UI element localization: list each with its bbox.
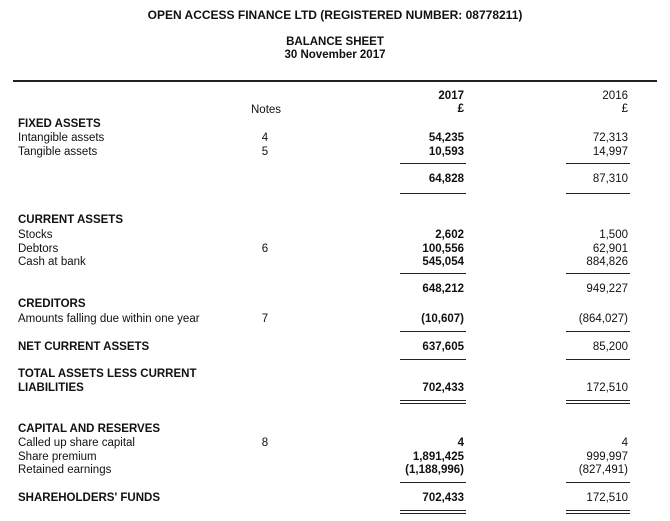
row-value-2016: 72,313 bbox=[592, 132, 628, 144]
row-value-2016: 999,997 bbox=[586, 451, 628, 463]
col-2016-currency: £ bbox=[621, 103, 628, 115]
col-2017-header: 2017 bbox=[438, 90, 464, 102]
row-label: LIABILITIES bbox=[18, 382, 84, 394]
subtotal-rule bbox=[400, 163, 466, 164]
row-label: Debtors bbox=[18, 243, 59, 255]
row-label: Share premium bbox=[18, 451, 97, 463]
company-heading: OPEN ACCESS FINANCE LTD (REGISTERED NUMBER: 08778211) bbox=[147, 8, 523, 22]
row-label: SHAREHOLDERS' FUNDS bbox=[18, 492, 161, 504]
subtotal-rule bbox=[566, 359, 630, 360]
row-label: Retained earnings bbox=[18, 464, 112, 476]
row-note: 4 bbox=[261, 132, 269, 144]
row-note: 6 bbox=[261, 243, 269, 255]
row-value-2017: 702,433 bbox=[422, 492, 464, 504]
fixed-assets-total-2016: 87,310 bbox=[592, 173, 628, 185]
row-label: NET CURRENT ASSETS bbox=[18, 341, 150, 353]
current-assets-total-2017: 648,212 bbox=[422, 283, 464, 295]
col-notes-header: Notes bbox=[251, 104, 282, 116]
subtotal-rule bbox=[566, 482, 630, 483]
col-2016-header: 2016 bbox=[602, 90, 628, 102]
row-note: 5 bbox=[261, 146, 269, 158]
row-label: Tangible assets bbox=[18, 146, 98, 158]
row-value-2016: 172,510 bbox=[586, 382, 628, 394]
row-value-2016: 62,901 bbox=[592, 243, 628, 255]
row-value-2017: 10,593 bbox=[428, 146, 464, 158]
row-value-2017: (10,607) bbox=[421, 313, 464, 325]
double-rule bbox=[566, 513, 630, 514]
subtotal-rule bbox=[566, 273, 630, 274]
subtotal-rule bbox=[566, 163, 630, 164]
row-value-2017: (1,188,996) bbox=[405, 464, 464, 476]
double-rule bbox=[400, 400, 466, 401]
current-assets-heading: CURRENT ASSETS bbox=[18, 214, 123, 226]
row-value-2016: 14,997 bbox=[592, 146, 628, 158]
creditors-heading: CREDITORS bbox=[18, 298, 86, 310]
double-rule bbox=[400, 513, 466, 514]
sheet-date: 30 November 2017 bbox=[284, 49, 386, 61]
row-label: Cash at bank bbox=[18, 256, 86, 268]
col-2017-currency: £ bbox=[457, 103, 464, 115]
subtotal-rule bbox=[400, 273, 466, 274]
double-rule bbox=[566, 510, 630, 511]
row-value-2017: 1,891,425 bbox=[412, 451, 464, 463]
row-value-2016: 85,200 bbox=[592, 341, 628, 353]
row-value-2017: 100,556 bbox=[422, 243, 464, 255]
row-value-2016: 1,500 bbox=[599, 229, 628, 241]
row-value-2017: 702,433 bbox=[422, 382, 464, 394]
fixed-assets-total-2017: 64,828 bbox=[428, 173, 464, 185]
row-value-2016: 4 bbox=[621, 437, 628, 449]
double-rule bbox=[400, 403, 466, 404]
row-label: Amounts falling due within one year bbox=[18, 313, 200, 325]
row-value-2016: 172,510 bbox=[586, 492, 628, 504]
double-rule bbox=[566, 403, 630, 404]
row-value-2017: 545,054 bbox=[422, 256, 464, 268]
row-value-2016: (827,491) bbox=[578, 464, 628, 476]
row-label: TOTAL ASSETS LESS CURRENT bbox=[18, 368, 197, 380]
row-label: Stocks bbox=[18, 229, 53, 241]
row-value-2017: 2,602 bbox=[435, 229, 464, 241]
double-rule bbox=[566, 400, 630, 401]
total-rule bbox=[566, 193, 630, 194]
subtotal-rule bbox=[566, 331, 630, 332]
row-label: Intangible assets bbox=[18, 132, 105, 144]
subtotal-rule bbox=[400, 359, 466, 360]
subtotal-rule bbox=[400, 482, 466, 483]
subtotal-rule bbox=[400, 331, 466, 332]
row-value-2017: 4 bbox=[457, 437, 464, 449]
row-value-2017: 637,605 bbox=[422, 341, 464, 353]
capital-reserves-heading: CAPITAL AND RESERVES bbox=[18, 423, 161, 435]
row-label: Called up share capital bbox=[18, 437, 135, 449]
row-note: 7 bbox=[261, 313, 269, 325]
row-value-2017: 54,235 bbox=[428, 132, 464, 144]
total-rule bbox=[400, 193, 466, 194]
current-assets-total-2016: 949,227 bbox=[586, 283, 628, 295]
row-value-2016: (864,027) bbox=[578, 313, 628, 325]
row-note: 8 bbox=[261, 437, 269, 449]
row-value-2016: 884,826 bbox=[586, 256, 628, 268]
sheet-title: BALANCE SHEET bbox=[286, 36, 384, 48]
fixed-assets-heading: FIXED ASSETS bbox=[18, 118, 101, 130]
header-rule bbox=[13, 80, 657, 82]
double-rule bbox=[400, 510, 466, 511]
